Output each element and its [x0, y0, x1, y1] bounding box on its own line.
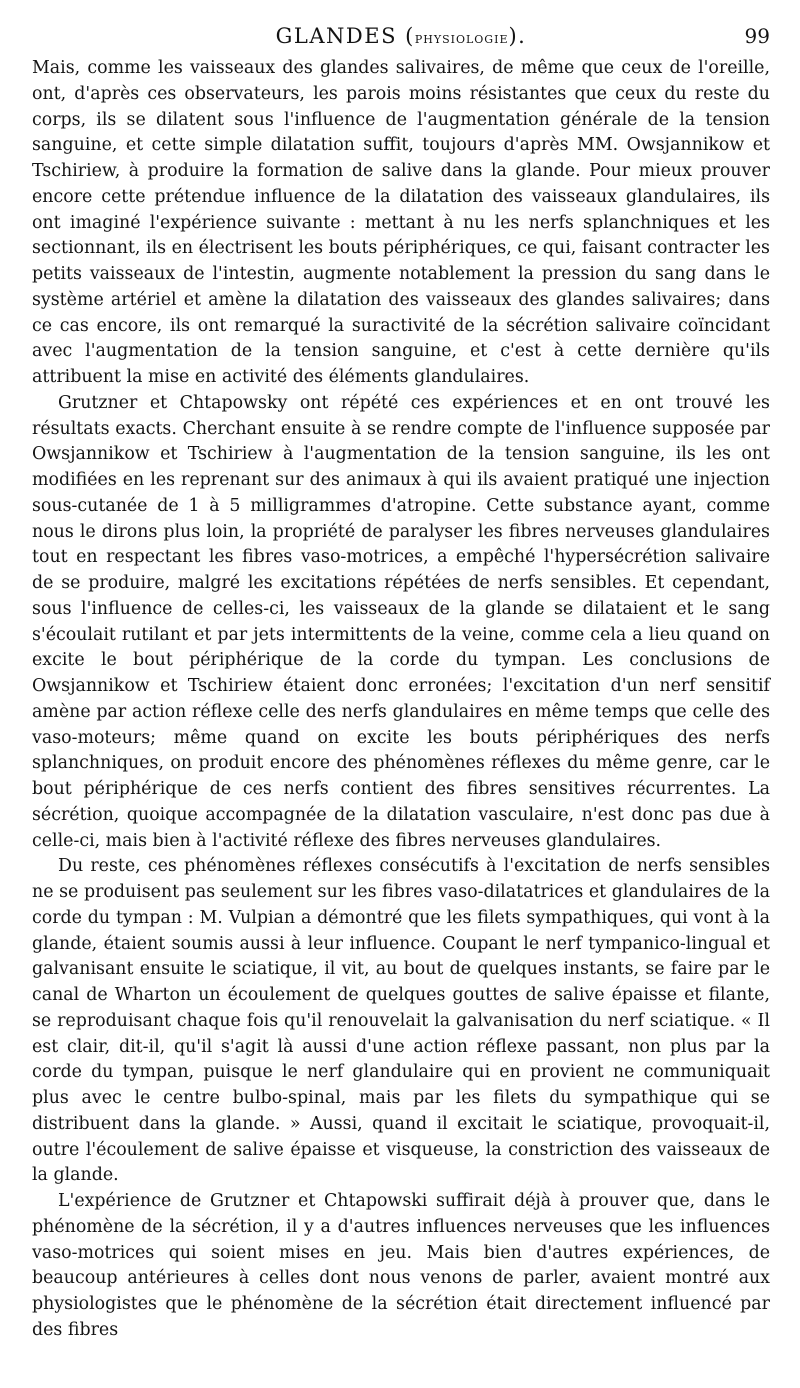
paragraph-4: L'expérience de Grutzner et Chtapowski suffirait déjà à prouver que, dans le phénomène de la sécrétion, il y a d'autres influences nerveuses que les influences vaso-motrices qui soient mises en jeu. Mais bien d'autres expériences, de beaucoup antérieures à celles dont nous venons de parler, avaient montré aux physiologistes que le phénomène de la sécrétion était directement influencé par des fibres [32, 1191, 770, 1340]
paragraph-2: Grutzner et Chtapowsky ont répété ces expériences et en ont trouvé les résultats exacts. Cherchant ensuite à se rendre compte de l'influence supposée par Owsjannikow et Tschiriew à l'augmentation de la tension sanguine, ils les ont modifiées en les reprenant sur des animaux à qui ils avaient pratiqué une injection sous-cutanée de 1 à 5 milligrammes d'atropine. Cette substance ayant, comme nous le dirons plus loin, la propriété de paralyser les fibres nerveuses glandulaires tout en respectant les fibres vaso-motrices, a empêché l'hypersécrétion salivaire de se produire, malgré les excitations répétées de nerfs sensibles. Et cependant, sous l'influence de celles-ci, les vaisseaux de la glande se dilataient et le sang s'écoulait rutilant et par jets intermittents de la veine, comme cela a lieu quand on excite le bout périphérique de la corde du tympan. Les conclusions de Owsjannikow et Tschiriew étaient donc erronées; l'excitation d'un nerf sensitif amène par action réflexe celle des nerfs glandulaires en même temps que celle des vaso-moteurs; même quand on excite les bouts périphériques des nerfs splanchniques, on produit encore des phénomènes réflexes du même genre, car le bout périphérique de ces nerfs contient des fibres sensitives récurrentes. La sécrétion, quoique accompagnée de la dilatation vasculaire, n'est donc pas due à celle-ci, mais bien à l'activité réflexe des fibres nerveuses glandulaires. [32, 392, 770, 851]
paragraph-3: Du reste, ces phénomènes réflexes consécutifs à l'excitation de nerfs sensibles ne se produisent pas seulement sur les fibres vaso-dilatatrices et glandulaires de la corde du tympan : M. Vulpian a démontré que les filets sympathiques, qui vont à la glande, étaient soumis aussi à leur influence. Coupant le nerf tympanico-lingual et galvanisant ensuite le sciatique, il vit, au bout de quelques instants, se faire par le canal de Wharton un écoulement de quelques gouttes de salive épaisse et filante, se reproduisant chaque fois qu'il renouvelait la galvanisation du nerf sciatique. « Il est clair, dit-il, qu'il s'agit là aussi d'une action réflexe passant, non plus par la corde du tympan, puisque le nerf glandulaire qui en provient ne communiquait plus avec le centre bulbo-spinal, mais par les filets du sympathique qui se distribuent dans la glande. » Aussi, quand il excitait le sciatique, provoquait-il, outre l'écoulement de salive épaisse et visqueuse, la constriction des vaisseaux de la glande. [32, 856, 770, 1186]
running-title-subject: physiologie [414, 29, 509, 47]
running-title-main: GLANDES ( [275, 24, 415, 48]
page [32, 0, 770, 1344]
body-text [32, 56, 770, 1344]
running-title [32, 24, 770, 48]
running-header [32, 0, 770, 56]
paragraph-1: Mais, comme les vaisseaux des glandes salivaires, de même que ceux de l'oreille, ont, d'après ces observateurs, les parois moins résistantes que ceux du reste du corps, ils se dilatent sous l'influence de l'augmentation générale de la tension sanguine, et cette simple dilatation suffit, toujours d'après MM. Owsjannikow et Tschiriew, à produire la formation de salive dans la glande. Pour mieux prouver encore cette prétendue influence de la dilatation des vaisseaux glandulaires, ils ont imaginé l'expérience suivante : mettant à nu les nerfs splanchniques et les sectionnant, ils en électrisent les bouts périphériques, ce qui, faisant contracter les petits vaisseaux de l'intestin, augmente notablement la pression du sang dans le système artériel et amène la dilatation des vaisseaux des glandes salivaires; dans ce cas encore, ils ont remarqué la suractivité de la sécrétion salivaire coïncidant avec l'augmentation de la tension sanguine, et c'est à cette dernière qu'ils attribuent la mise en activité des éléments glandulaires. [32, 58, 770, 387]
page-number: 99 [744, 24, 770, 48]
running-title-end: ). [508, 24, 527, 48]
